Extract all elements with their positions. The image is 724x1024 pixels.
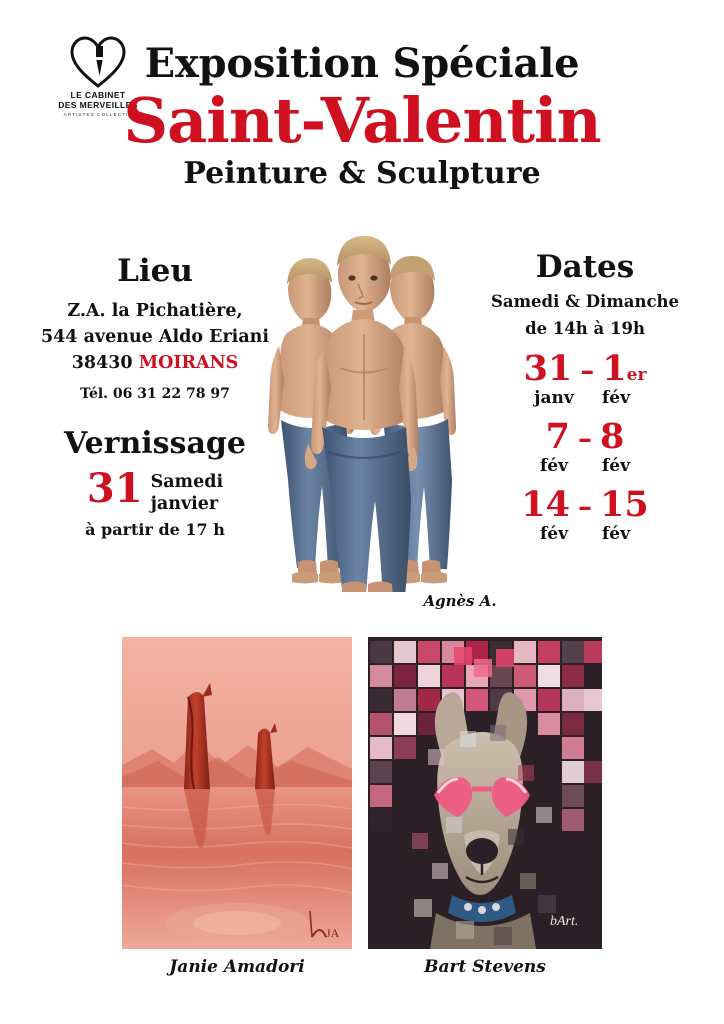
venue-city: MOIRANS — [138, 353, 239, 373]
venue-address-line-3 — [40, 350, 270, 376]
date-range-end-suffix: er — [626, 365, 647, 385]
opening-month: janvier — [150, 494, 219, 514]
opening-date-row — [40, 465, 270, 515]
date-range-start-day: 14 — [521, 484, 570, 525]
sculpture-photo — [262, 222, 468, 592]
painting-right-signature: bArt. — [550, 914, 579, 929]
logo-line-2: DES MERVEILLES — [58, 100, 138, 110]
page-title: Saint-Valentin — [123, 84, 601, 157]
date-range-end-day: 15 — [600, 484, 649, 525]
date-range-start-month: fév — [539, 456, 568, 476]
venue-phone: Tél. 06 31 22 78 97 — [80, 386, 230, 402]
opening-weekday: Samedi — [150, 472, 224, 492]
date-range — [470, 350, 700, 408]
venue-address-line-2: 544 avenue Aldo Eriani — [40, 327, 270, 347]
opening-time: à partir de 17 h — [85, 520, 225, 539]
date-range-end-day: 1 — [602, 348, 627, 389]
dates-when-line-2: de 14h à 19h — [525, 319, 645, 338]
opening-heading: Vernissage — [64, 426, 246, 461]
date-range-start-month: fév — [539, 524, 568, 544]
date-range-dash: – — [578, 422, 592, 455]
date-range — [470, 418, 700, 476]
opening-day-number: 31 — [86, 465, 143, 512]
venue-address-line-1: Z.A. la Pichatière, — [67, 301, 243, 321]
date-range-end-month: fév — [601, 524, 630, 544]
logo-line-3: ARTISTES COLLECTIF — [63, 112, 133, 117]
logo-line-1: LE CABINET — [70, 90, 126, 100]
date-range-dash: – — [580, 354, 595, 387]
sculpture-credit: Agnès A. — [423, 592, 497, 610]
venue-postal-code: 38430 — [71, 353, 133, 373]
painting-right-credit: Bart Stevens — [424, 957, 546, 977]
date-range — [470, 486, 700, 544]
date-range-start-day: 7 — [545, 416, 570, 457]
dates-when-line-1: Samedi & Dimanche — [490, 292, 680, 311]
date-range-start-month: janv — [534, 388, 574, 408]
header-subtitle: Peinture & Sculpture — [183, 156, 541, 191]
dates-heading: Dates — [535, 249, 635, 285]
venue-heading: Lieu — [117, 253, 193, 289]
date-range-end-day: 8 — [600, 416, 625, 457]
venue-block — [40, 252, 270, 541]
painting-right — [368, 637, 602, 949]
dates-block — [470, 248, 700, 544]
date-range-end-month: fév — [601, 456, 630, 476]
header-kicker: Exposition Spéciale — [144, 40, 580, 87]
date-range-start-day: 31 — [523, 348, 573, 389]
date-range-dash: – — [578, 490, 592, 523]
painting-left-credit: Janie Amadori — [169, 957, 305, 977]
poster-header — [0, 40, 724, 192]
painting-left — [122, 637, 352, 949]
svg-text:JA: JA — [326, 926, 340, 940]
date-range-end-month: fév — [601, 388, 630, 408]
